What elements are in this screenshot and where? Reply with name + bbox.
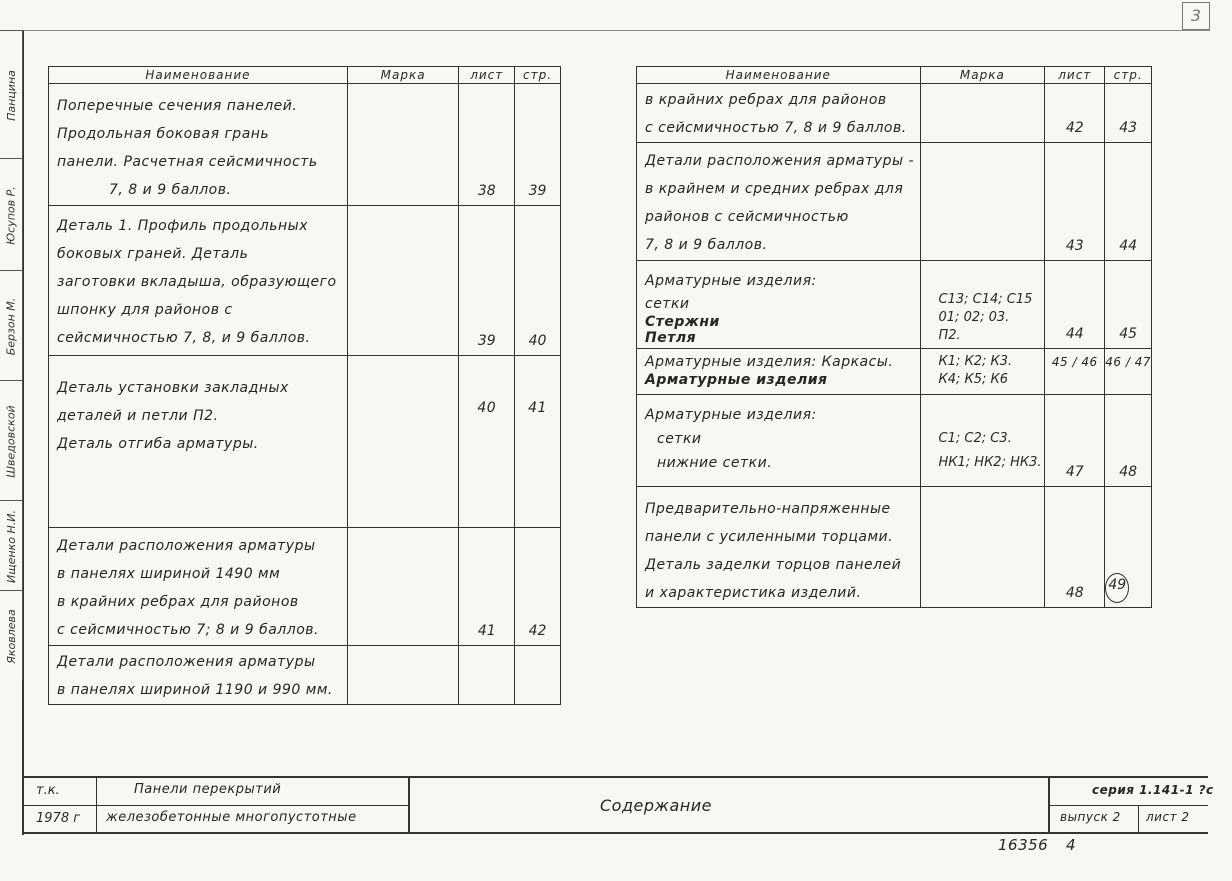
row-sheet [459, 646, 515, 705]
name-line: Стержни [645, 314, 720, 330]
table-row [49, 356, 561, 528]
name-line: Арматурные изделия [645, 372, 828, 388]
document-title: Содержание [600, 796, 712, 815]
row-sheet [459, 84, 515, 206]
page-number: 46 / 47 [1105, 355, 1151, 369]
sheet-number: 39 [477, 333, 496, 349]
col-mark-header: Марка [920, 67, 1045, 84]
signature-sidebar [0, 30, 23, 680]
name-line: деталей и петли П2. [57, 408, 219, 424]
page-number: 44 [1119, 238, 1138, 254]
row-page [1105, 261, 1152, 349]
row-sheet [1045, 143, 1105, 261]
title-name-line1: Панели перекрытий [134, 782, 282, 797]
name-line: в панелях шириной 1190 и 990 мм. [57, 682, 333, 698]
name-line: панели с усиленными торцами. [645, 529, 894, 545]
sheet-number: 45 / 46 [1051, 355, 1098, 369]
row-page [1105, 349, 1152, 395]
sidebar-cell [0, 158, 22, 271]
mark-line: С1; С2; С3. [938, 431, 1012, 446]
row-mark [920, 395, 1045, 487]
sidebar-name: Панцина [4, 69, 18, 121]
name-line: сетки [645, 296, 690, 312]
row-page [1105, 487, 1152, 608]
name-line: 7, 8 и 9 баллов. [109, 182, 232, 198]
row-mark [920, 487, 1045, 608]
page-number: 48 [1119, 464, 1138, 480]
sheet-label: лист 2 [1146, 810, 1190, 824]
title-block-divider [408, 776, 410, 833]
row-page [515, 528, 561, 646]
table-row [49, 84, 561, 206]
row-page [515, 206, 561, 356]
table-header [637, 67, 1152, 84]
col-name-header: Наименование [637, 67, 921, 84]
page-number: 45 [1119, 326, 1138, 342]
name-line: Детали расположения арматуры [57, 538, 316, 554]
name-line: Деталь 1. Профиль продольных [57, 218, 308, 234]
name-line: районов с сейсмичностью [645, 209, 849, 225]
mark-line: К1; К2; К3. [938, 354, 1013, 369]
page-number: 42 [528, 623, 547, 639]
mark-line: НК1; НК2; НК3. [938, 455, 1042, 470]
sidebar-cell [0, 380, 22, 501]
contents-table-left [48, 66, 561, 705]
row-name [637, 261, 921, 349]
name-line: 7, 8 и 9 баллов. [645, 237, 768, 253]
table-row [637, 261, 1152, 349]
circled-page-number: 49 [1105, 573, 1129, 603]
page-number: 41 [528, 400, 547, 416]
name-line: с сейсмичностью 7; 8 и 9 баллов. [57, 622, 319, 638]
row-name [637, 143, 921, 261]
col-sheet-header: лист [1045, 67, 1105, 84]
row-sheet [459, 528, 515, 646]
row-sheet [1045, 487, 1105, 608]
col-mark-header: Марка [347, 67, 458, 84]
title-block-rule [22, 805, 408, 806]
name-line: Продольная боковая грань [57, 126, 270, 142]
name-line: заготовки вкладыша, образующего [57, 274, 337, 290]
sidebar-name: Ищенко Н.И. [4, 509, 18, 583]
title-name-line2: железобетонные многопустотные [106, 810, 357, 825]
name-line: Арматурные изделия: Каркасы. [645, 354, 894, 370]
year-label: 1978 г [36, 811, 81, 826]
table-row [637, 349, 1152, 395]
row-name [637, 395, 921, 487]
row-mark [347, 84, 458, 206]
contents-table-right [636, 66, 1152, 608]
row-sheet [459, 206, 515, 356]
sheet-number: 44 [1065, 326, 1084, 342]
title-block-divider [1048, 776, 1050, 833]
row-page [1105, 143, 1152, 261]
page-number: 40 [528, 333, 547, 349]
name-line: сейсмичностью 7, 8, и 9 баллов. [57, 330, 311, 346]
title-block-top-rule [22, 776, 1208, 778]
table-header [49, 67, 561, 84]
table-row [637, 395, 1152, 487]
sheet-number: 47 [1065, 464, 1084, 480]
name-line: шпонку для районов с [57, 302, 233, 318]
name-line: Деталь заделки торцов панелей [645, 557, 902, 573]
mark-line: П2. [938, 328, 961, 343]
row-sheet [1045, 84, 1105, 143]
sidebar-cell [0, 590, 22, 681]
sidebar-name: Шведовской [4, 404, 18, 478]
row-sheet [459, 356, 515, 528]
row-name [49, 356, 348, 528]
name-line: Петля [645, 330, 697, 346]
name-line: Детали расположения арматуры - [645, 153, 915, 169]
row-name [49, 206, 348, 356]
name-line: Деталь отгиба арматуры. [57, 436, 259, 452]
name-line: Детали расположения арматуры [57, 654, 316, 670]
table-row [49, 528, 561, 646]
archive-code: 16356 [998, 836, 1049, 854]
table-row [637, 84, 1152, 143]
name-line: с сейсмичностью 7, 8 и 9 баллов. [645, 120, 907, 136]
sheet-number: 38 [477, 183, 496, 199]
sheet-number: 43 [1065, 238, 1084, 254]
row-mark [347, 528, 458, 646]
mark-line: К4; К5; К6 [938, 372, 1009, 387]
archive-code-suffix: 4 [1066, 836, 1077, 854]
row-name [49, 528, 348, 646]
row-name [49, 84, 348, 206]
row-page [515, 84, 561, 206]
name-line: и характеристика изделий. [645, 585, 862, 601]
row-mark [347, 206, 458, 356]
row-page [515, 356, 561, 528]
sidebar-cell [0, 500, 22, 591]
sidebar-cell [0, 270, 22, 381]
series-label: серия 1.141-1 ?с [1092, 783, 1214, 797]
name-line: Арматурные изделия: [645, 273, 817, 289]
title-block-divider [1138, 805, 1139, 833]
sidebar-name: Яковлева [4, 608, 18, 664]
row-name [637, 84, 921, 143]
row-page [515, 646, 561, 705]
sheet-number: 48 [1065, 585, 1084, 601]
name-line: в панелях шириной 1490 мм [57, 566, 281, 582]
title-block-bottom-rule [22, 832, 1208, 834]
sheet-number: 42 [1065, 120, 1084, 136]
sidebar-cell [0, 30, 22, 159]
table-row [49, 206, 561, 356]
name-line: Арматурные изделия: [645, 407, 817, 423]
row-mark [920, 261, 1045, 349]
corner-page-number: 3 [1182, 2, 1210, 30]
name-line: боковых граней. Деталь [57, 246, 249, 262]
page-number: 43 [1119, 120, 1138, 136]
row-sheet [1045, 261, 1105, 349]
sheet-number: 40 [477, 400, 497, 416]
name-line: нижние сетки. [657, 455, 773, 471]
name-line: в крайнем и средних ребрах для [645, 181, 904, 197]
name-line: Деталь установки закладных [57, 380, 289, 396]
name-line: панели. Расчетная сейсмичность [57, 154, 318, 170]
name-line: в крайних ребрах для районов [645, 92, 887, 108]
table-row [49, 646, 561, 705]
row-sheet [1045, 349, 1105, 395]
row-name [637, 487, 921, 608]
sheet-number: 41 [477, 623, 496, 639]
mark-line: С13; С14; С15 [938, 292, 1033, 307]
name-line: Поперечные сечения панелей. [57, 98, 298, 114]
tk-label: т.к. [36, 783, 60, 798]
page-number: 39 [528, 183, 547, 199]
table-row [637, 487, 1152, 608]
sidebar-name: Берзон М. [4, 297, 18, 355]
title-block-divider [96, 776, 97, 833]
row-name [49, 646, 348, 705]
row-mark [920, 349, 1045, 395]
name-line: сетки [657, 431, 702, 447]
col-page-header: стр. [1105, 67, 1152, 84]
sidebar-name: Юсупов Р. [4, 185, 18, 245]
row-mark [347, 356, 458, 528]
row-mark [920, 84, 1045, 143]
name-line: в крайних ребрах для районов [57, 594, 299, 610]
table-row [637, 143, 1152, 261]
row-page [1105, 395, 1152, 487]
col-sheet-header: лист [459, 67, 515, 84]
row-mark [347, 646, 458, 705]
title-block-rule [1048, 805, 1208, 806]
col-page-header: стр. [515, 67, 561, 84]
row-mark [920, 143, 1045, 261]
name-line: Предварительно-напряженные [645, 501, 891, 517]
row-name [637, 349, 921, 395]
row-page [1105, 84, 1152, 143]
mark-line: 01; 02; 03. [938, 310, 1010, 325]
row-sheet [1045, 395, 1105, 487]
col-name-header: Наименование [49, 67, 348, 84]
issue-label: выпуск 2 [1060, 810, 1121, 824]
